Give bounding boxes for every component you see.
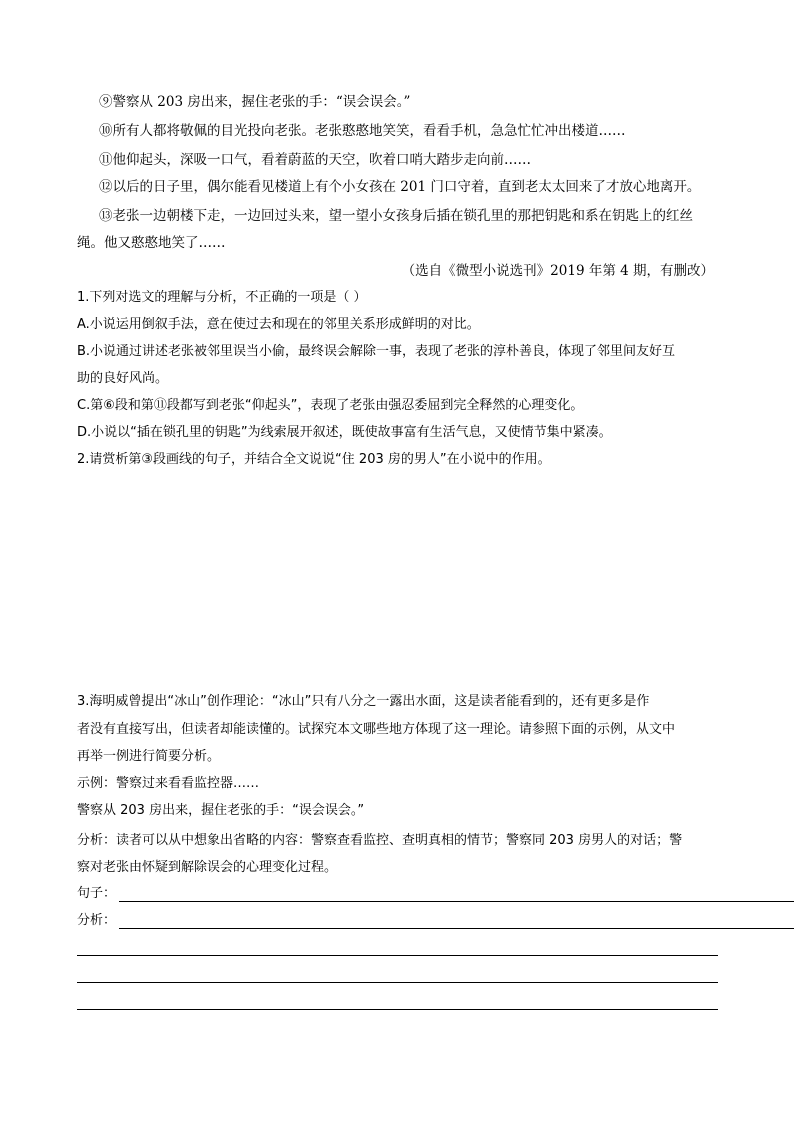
paragraph-10: ⑩所有人都将敬佩的目光投向老张。老张憨憨地笑笑，看看手机，急急忙忙冲出楼道…… — [99, 123, 626, 139]
example-analysis-line-2: 察对老张由怀疑到解除误会的心理变化过程。 — [77, 860, 338, 875]
answer-line[interactable] — [77, 982, 718, 983]
question-1-option-d: D.小说以“插在锁孔里的钥匙”为线索展开叙述，既使故事富有生活气息，又使情节集中紧凑。 — [77, 425, 612, 440]
example-label: 示例：警察过来看看监控器…… — [77, 776, 260, 791]
question-1-option-a: A.小说运用倒叙手法，意在使过去和现在的邻里关系形成鲜明的对比。 — [77, 317, 480, 332]
paragraph-13-line-2: 绳。他又憨憨地笑了…… — [77, 235, 226, 251]
sentence-label: 句子： — [77, 886, 117, 901]
question-2-answer-space[interactable] — [77, 480, 718, 680]
paragraph-13-line-1: ⑬老张一边朝楼下走，一边回过头来，望一望小女孩身后插在锁孔里的那把钥匙和系在钥匙上的红丝 — [99, 208, 693, 224]
sentence-answer-line[interactable] — [119, 901, 794, 902]
question-3-stem-line-2: 者没有直接写出，但读者却能读懂的。试探究本文哪些地方体现了这一理论。请参照下面的示例，从文中 — [77, 722, 676, 737]
source-citation: （选自《微型小说选刊》2019 年第 4 期，有删改） — [401, 263, 714, 279]
example-quote: 警察从 203 房出来，握住老张的手：“误会误会。” — [77, 803, 365, 818]
analysis-answer-line[interactable] — [119, 928, 794, 929]
paragraph-12: ⑫以后的日子里，偶尔能看见楼道上有个小女孩在 201 门口守着，直到老太太回来了才放心地离开。 — [99, 179, 701, 195]
analysis-label: 分析： — [77, 913, 117, 928]
question-3-stem-line-3: 再举一例进行简要分析。 — [77, 749, 221, 764]
question-1-option-b-line-1: B.小说通过讲述老张被邻里误当小偷，最终误会解除一事，表现了老张的淳朴善良，体现了邻里间友好互 — [77, 344, 676, 359]
question-3-stem-line-1: 3.海明威曾提出“冰山”创作理论：“冰山”只有八分之一露出水面，这是读者能看到的，还有更多是作 — [77, 694, 650, 709]
question-1-option-b-line-2: 助的良好风尚。 — [77, 371, 169, 386]
question-2-stem: 2.请赏析第③段画线的句子，并结合全文说说“住 203 房的男人”在小说中的作用。 — [77, 452, 551, 467]
answer-line[interactable] — [77, 955, 718, 956]
question-1-option-c: C.第⑥段和第⑪段都写到老张“仰起头”，表现了老张由强忍委屈到完全释然的心理变化。 — [77, 398, 584, 413]
answer-line[interactable] — [77, 1009, 718, 1010]
question-1-stem: 1.下列对选文的理解与分析，不正确的一项是（ ） — [77, 290, 367, 305]
example-analysis-line-1: 分析：读者可以从中想象出省略的内容：警察查看监控、查明真相的情节；警察同 203 房男人的对话；警 — [77, 833, 683, 848]
paragraph-9: ⑨警察从 203 房出来，握住老张的手：“误会误会。” — [99, 94, 411, 110]
paragraph-11: ⑪他仰起头，深吸一口气，看着蔚蓝的天空，吹着口哨大踏步走向前…… — [99, 152, 531, 168]
